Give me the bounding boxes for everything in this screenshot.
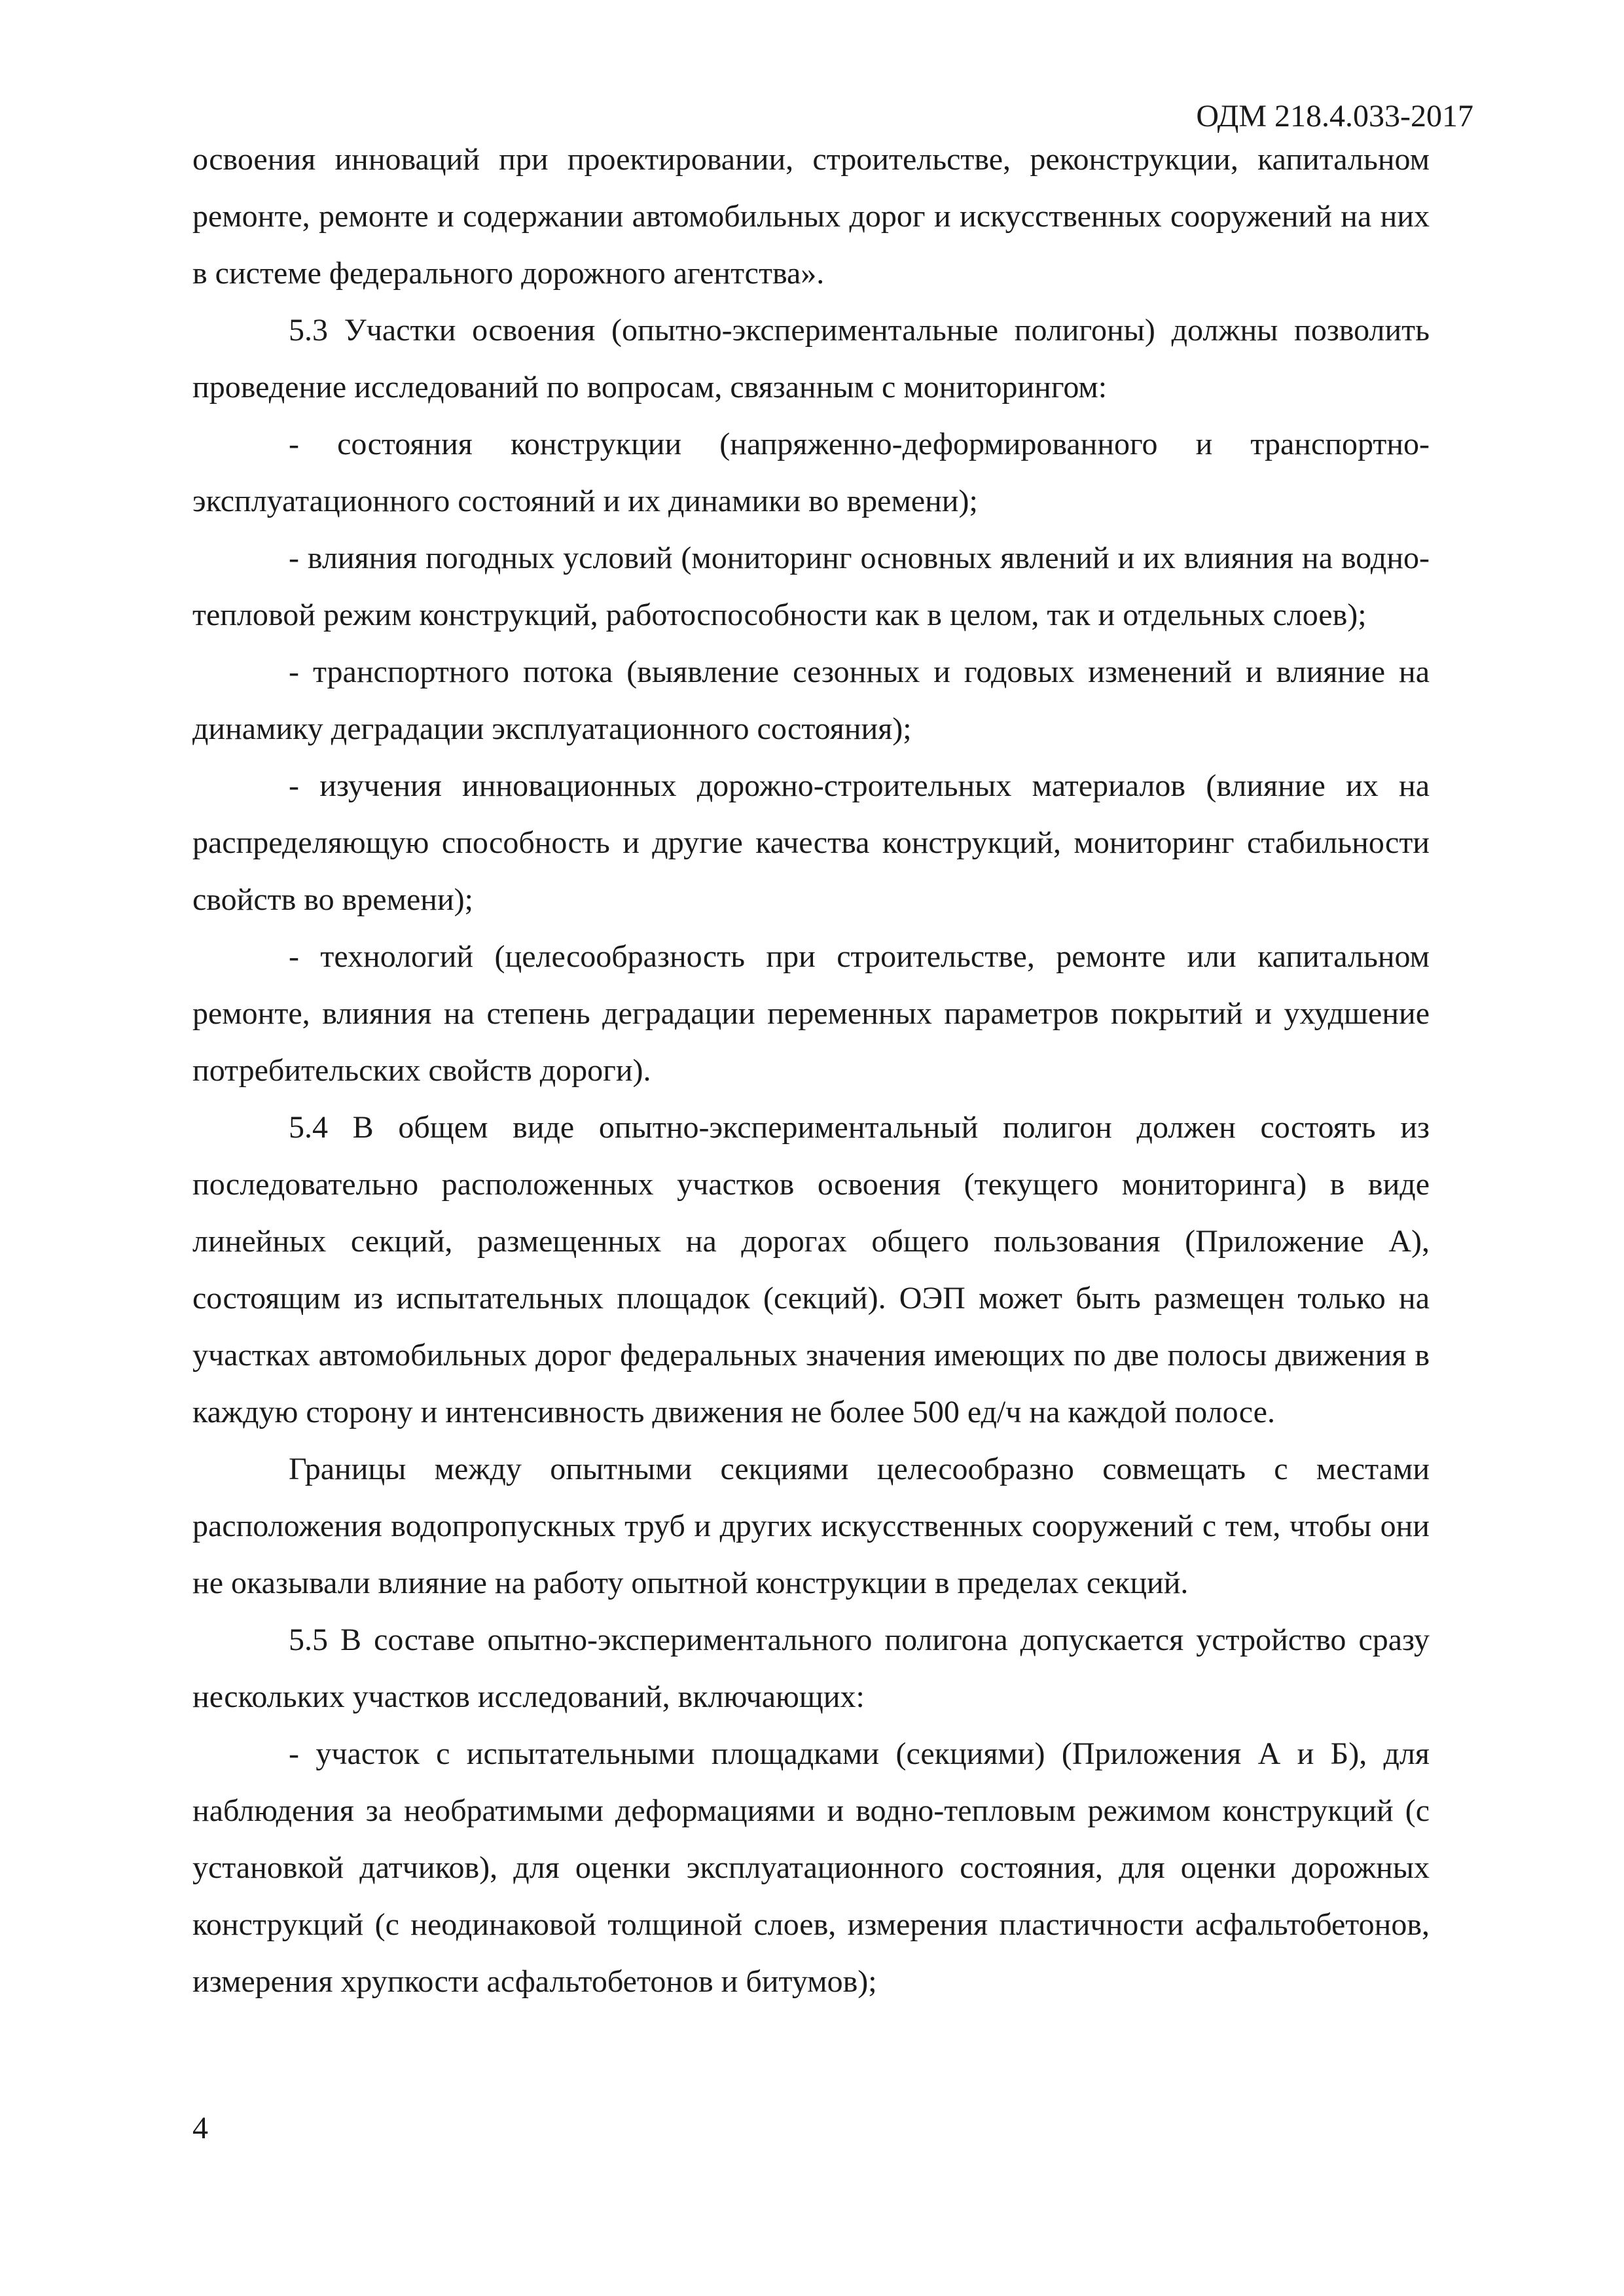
list-item-weather: - влияния погодных условий (мониторинг основных явлений и их влияния на водно-тепловой режим конструкций, работоспособности как в целом, так и отдельных слоев); [192, 541, 1430, 632]
paragraph-continuation: освоения инноваций при проектировании, строительстве, реконструкции, капитальном ремонте, ремонте и содержании автомобильных дорог и искусственных сооружений на них в системе федерального дорожного агентства». [192, 142, 1430, 291]
list-item-technologies: - технологий (целесообразность при строительстве, ремонте или капитальном ремонте, влияния на степень деградации переменных параметров покрытий и ухудшение потребительских свойств дороги). [192, 939, 1430, 1088]
paragraph-clause-5-5: 5.5 В составе опытно-экспериментального полигона допускается устройство сразу нескольких участков исследований, включающих: [192, 1623, 1430, 1714]
list-item-test-site: - участок с испытательными площадками (секциями) (Приложения А и Б), для наблюдения за необратимыми деформациями и водно-тепловым режимом конструкций (с установкой датчиков), для оценки эксплуатационного состояния, для оценки дорожных конструкций (с неодинаковой толщиной слоев, измерения пластичности асфальтобетонов, измерения хрупкости асфальтобетонов и битумов); [192, 1736, 1430, 1999]
list-item-materials: - изучения инновационных дорожно-строительных материалов (влияние их на распределяющую способность и другие качества конструкций, мониторинг стабильности свойств во времени); [192, 768, 1430, 917]
paragraph-clause-5-4: 5.4 В общем виде опытно-экспериментальный полигон должен состоять из последовательно расположенных участков освоения (текущего мониторинга) в виде линейных секций, размещенных на дорогах общего пользования (Приложение А), состоящим из испытательных площадок (секций). ОЭП может быть размещен только на участках автомобильных дорог федеральных значения имеющих по две полосы движения в каждую сторону и интенсивность движения не более 500 ед/ч на каждой полосе. [192, 1110, 1430, 1429]
document-code: ОДМ 218.4.033-2017 [1196, 99, 1473, 134]
list-item-construction-state: - состояния конструкции (напряженно-деформированного и транспортно-эксплуатационного состояний и их динамики во времени); [192, 427, 1430, 518]
page-number: 4 [192, 2111, 208, 2145]
paragraph-clause-5-3: 5.3 Участки освоения (опытно-экспериментальные полигоны) должны позволить проведение исследований по вопросам, связанным с мониторингом: [192, 313, 1430, 404]
page-body [192, 131, 1430, 2010]
paragraph-section-borders: Границы между опытными секциями целесообразно совмещать с местами расположения водопропускных труб и других искусственных сооружений с тем, чтобы они не оказывали влияние на работу опытной конструкции в пределах секций. [192, 1452, 1430, 1600]
list-item-traffic: - транспортного потока (выявление сезонных и годовых изменений и влияние на динамику деградации эксплуатационного состояния); [192, 655, 1430, 746]
